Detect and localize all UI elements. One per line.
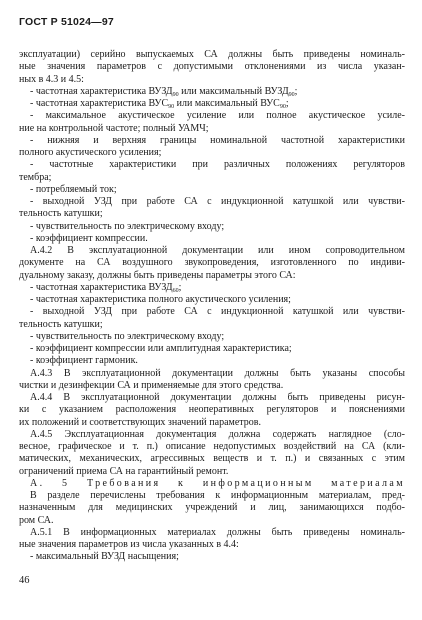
text-line: ром СА. [19,514,54,526]
page-number: 46 [19,575,30,586]
text-line: А.4.3 В эксплуатационной документации должны быть указаны способы [30,367,405,379]
text-line: весное, графическое и т. п.) описание недопустимых воздействий на СА (кли- [19,441,405,452]
text-line: матических, механических, агрессивных веществ и т. п.) и связанных с этим [19,453,405,465]
text-line: А. 5 Требования к информационным материалам [30,477,405,489]
text-line: - частотная характеристика $ВУЗД_{90}$ или максимальный $ВУЗД_{90}$; [30,85,298,98]
text-line: чистки и дезинфекции СА и применяемые для этого средства. [19,379,284,391]
text-line: тембра; [19,171,52,183]
text-line: - чувствительность по электрическому входу; [30,330,225,342]
text-line: - выходной УЗД при работе СА с индукционной катушкой или чувстви- [30,196,405,207]
text-line: ние на контрольной частоте; полный УАМЧ; [19,122,209,134]
text-line: А.4.2 В эксплуатационной документации или ином сопроводительном [30,245,405,256]
text-line: - частотная характеристика полного акустического усиления; [30,294,291,305]
text-line: назначенным для медицинских учреждений и лиц, занимающихся подбо- [19,502,405,514]
text-line: А.5.1 В информационных материалах должны быть приведены номиналь- [30,526,405,538]
text-line: - частотная характеристика $ВУЗД_{60}$; [30,281,182,294]
text-line: тельность катушки; [19,208,103,220]
text-line: ные значения параметров с допустимыми отклонениями из числа указан- [19,61,405,73]
text-line: - коэффициент компрессии. [30,232,148,244]
text-line: ограничений приема СА на гарантийный ремонт. [19,465,229,477]
text-line: тельность катушки; [19,318,103,330]
text-line: ных в 4.3 и 4.5: [19,73,84,85]
text-line: дуальному заказу, должны быть приведены параметры этого СА: [19,269,296,281]
text-line: - чувствительность по электрическому входу; [30,220,225,232]
text-line: - потребляемый ток; [30,183,117,195]
text-line: - максимальное акустическое усиление или полное акустическое усиле- [30,110,405,122]
body-text [19,49,405,564]
text-line: полного акустического усиления; [19,147,162,158]
text-line: эксплуатации) серийно выпускаемых СА должны быть приведены номиналь- [19,49,405,60]
text-line: - частотные характеристики при различных положениях регуляторов [30,159,405,171]
text-line: А.4.5 Эксплуатационная документация должна содержать наглядное (сло- [30,428,405,440]
text-line: - частотная характеристика $ВУС_{90}$ или максимальный $ВУС_{90}$; [30,98,289,110]
text-line: их положений и соответствующих значений параметров. [19,416,261,428]
text-line: - коэффициент компрессии или амплитудная характеристика; [30,343,292,354]
text-line: - коэффициент гармоник. [30,355,138,367]
standard-header: ГОСТ Р 51024—97 [19,16,114,28]
text-line: В разделе перечислены требования к информационным материалам, пред- [30,490,405,501]
text-line: - выходной УЗД при работе СА с индукционной катушкой или чувстви- [30,306,405,318]
text-line: ные значения параметров из числа указанных в 4.4: [19,539,239,550]
text-line: - нижняя и верхняя границы номинальной частотной характеристики [30,134,405,146]
text-line: - максимальный ВУЗД насыщения; [30,551,179,563]
text-line: А.4.4 В эксплуатационной документации должны быть приведены рисун- [30,392,405,403]
text-line: ки с указанием расположения неоперативных регуляторов и пояснениями [19,404,405,416]
text-line: документе на СА воздушного звукопроведения, изготовленного по индиви- [19,257,405,269]
